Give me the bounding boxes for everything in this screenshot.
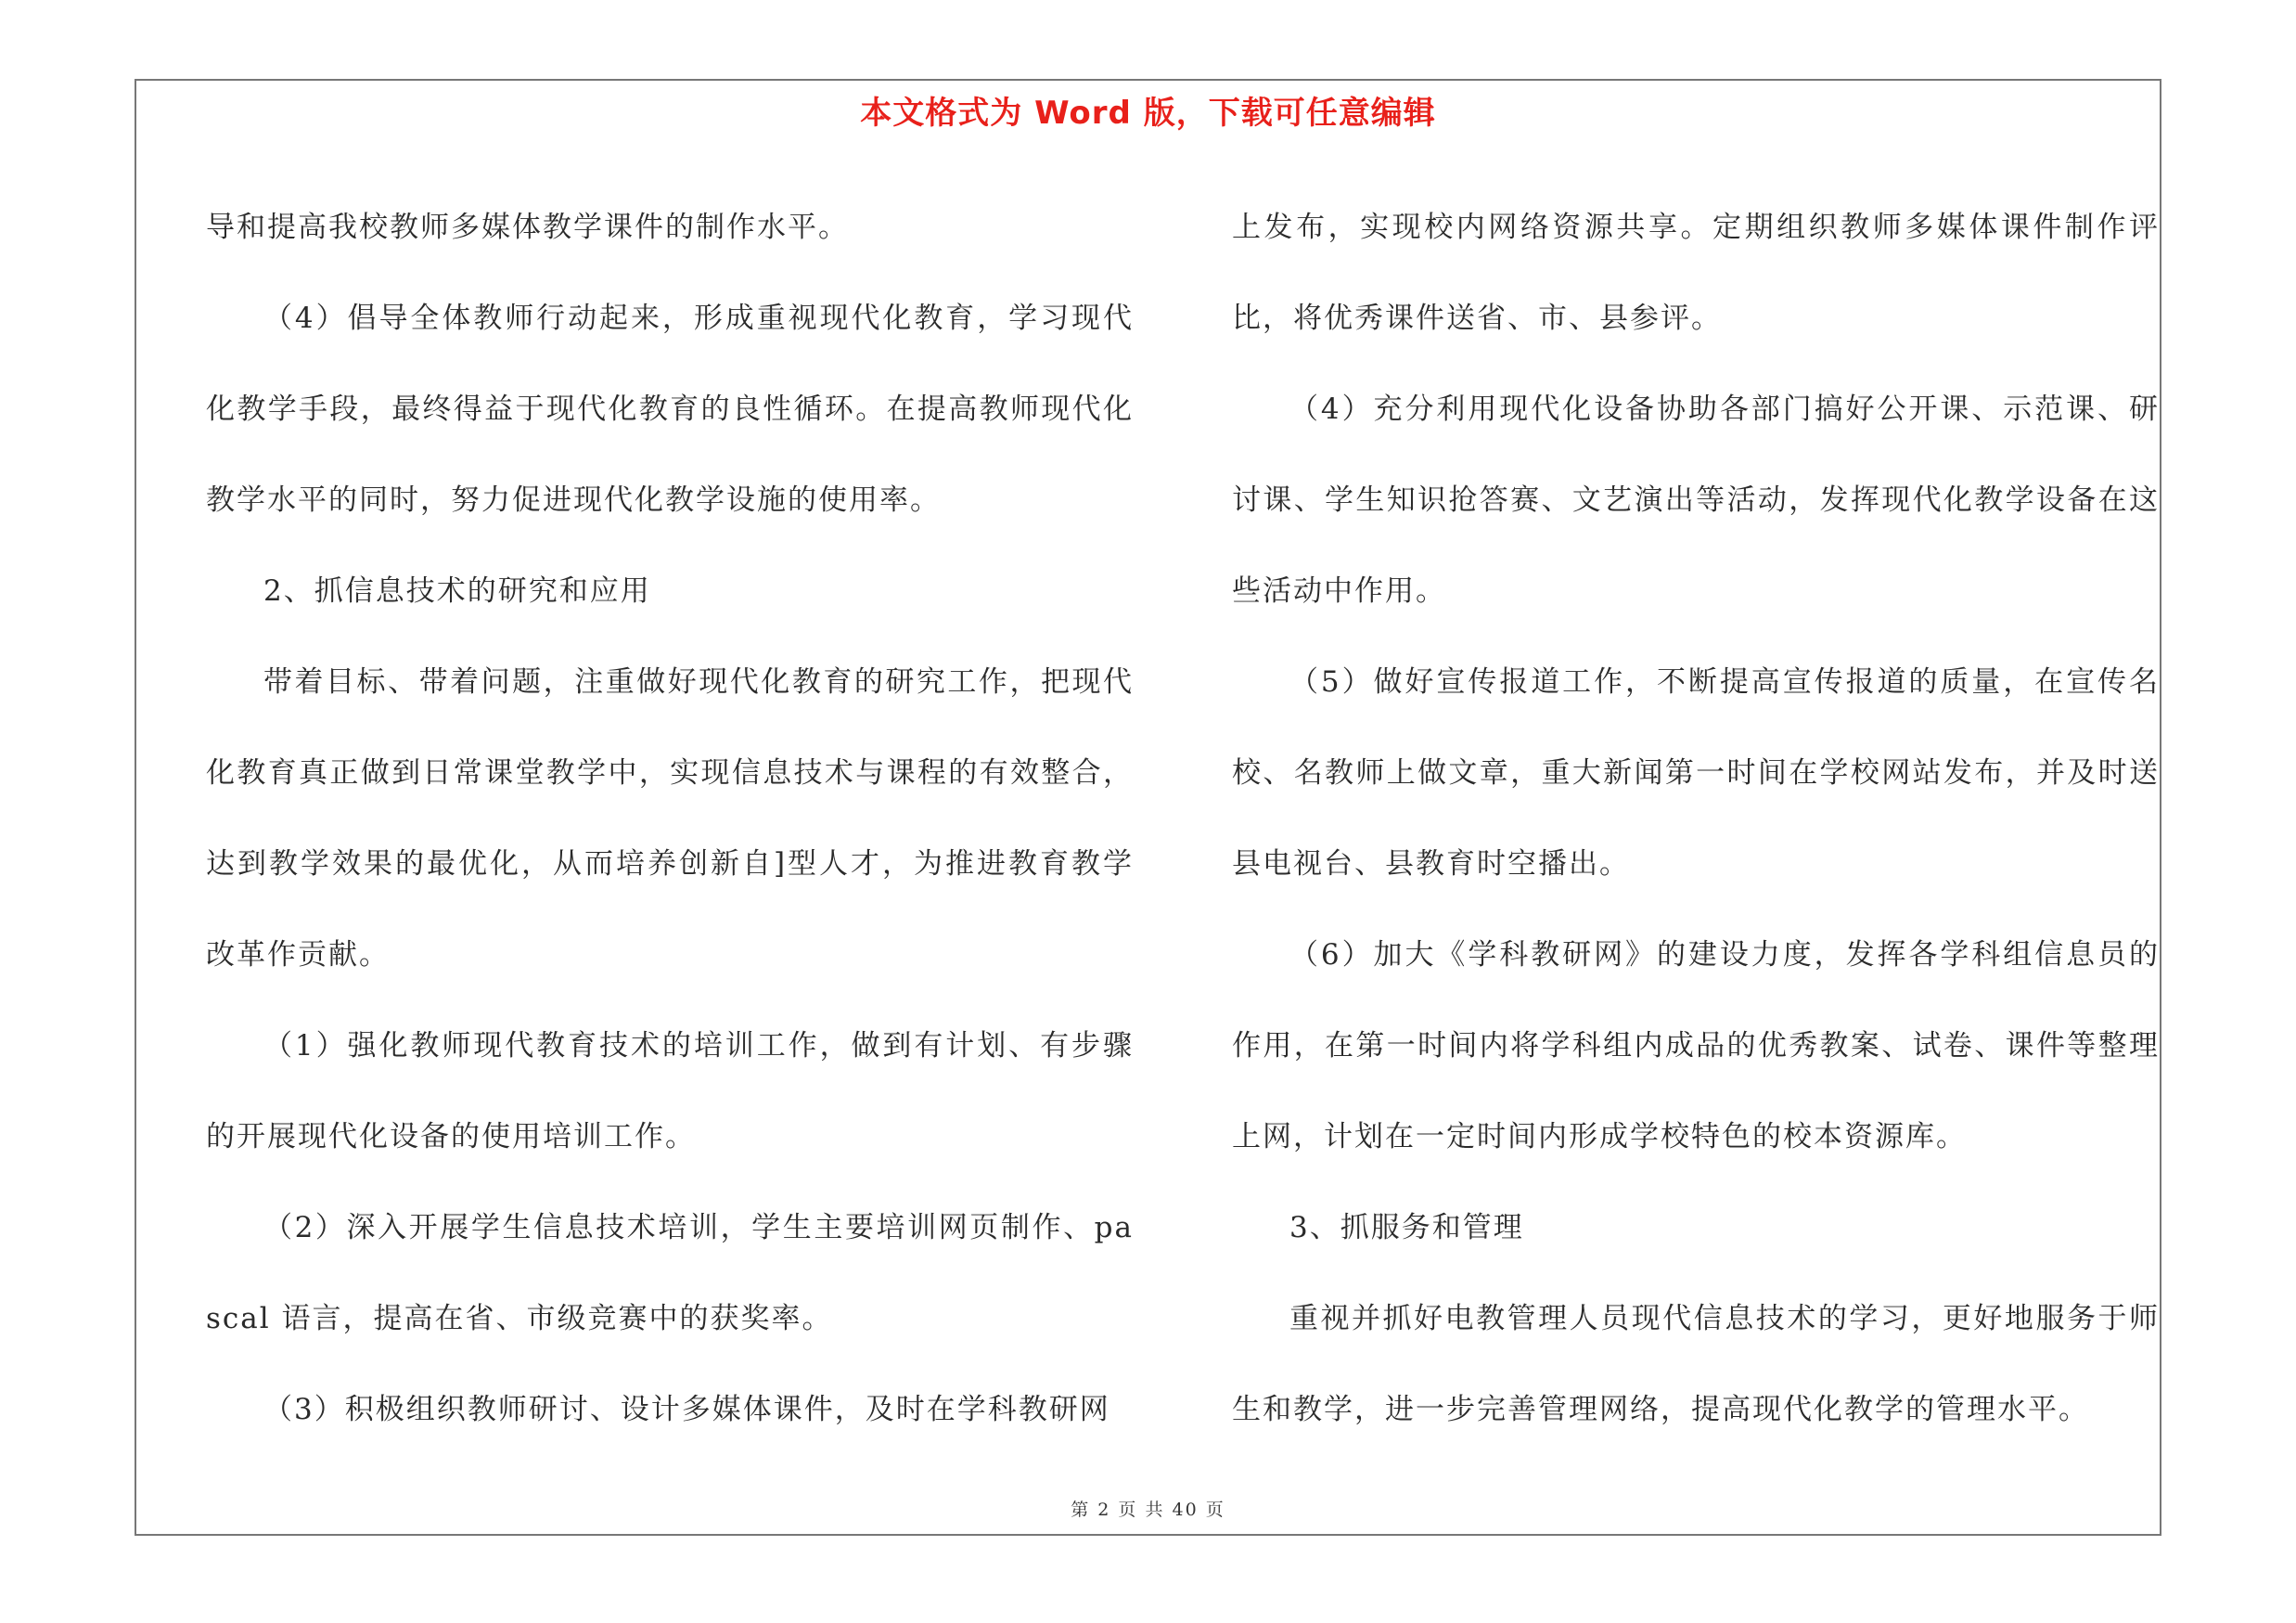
paragraph: （1）强化教师现代教育技术的培训工作，做到有计划、有步骤的开展现代化设备的使用培训工作。 [206,1029,1134,1153]
section-heading: 3、抓服务和管理 [1289,1211,1524,1244]
paragraph: 带着目标、带着问题，注重做好现代化教育的研究工作，把现代化教育真正做到日常课堂教学中，实现信息技术与课程的有效整合，达到教学效果的最优化，从而培养创新自]型人才，为推进教育教学改革作贡献。 [206,665,1134,972]
paragraph: （2）深入开展学生信息技术培训，学生主要培训网页制作、pascal 语言，提高在省、市级竞赛中的获奖率。 [206,1211,1134,1335]
right-column [1232,182,2160,1444]
section-heading: 2、抓信息技术的研究和应用 [263,574,651,608]
left-column [206,182,1134,1444]
paragraph: （5）做好宣传报道工作，不断提高宣传报道的质量，在宣传名校、名教师上做文章，重大新闻第一时间在学校网站发布，并及时送县电视台、县教育时空播出。 [1232,665,2160,881]
paragraph: 上发布，实现校内网络资源共享。定期组织教师多媒体课件制作评比，将优秀课件送省、市、县参评。 [1232,211,2160,335]
paragraph: （4）倡导全体教师行动起来，形成重视现代化教育，学习现代化教学手段，最终得益于现代化教育的良性循环。在提高教师现代化教学水平的同时，努力促进现代化教学设施的使用率。 [206,302,1134,517]
paragraph: 导和提高我校教师多媒体教学课件的制作水平。 [206,211,849,244]
paragraph: （3）积极组织教师研讨、设计多媒体课件，及时在学科教研网 [263,1393,1110,1426]
format-banner: 本文格式为 Word 版，下载可任意编辑 [860,95,1436,132]
paragraph: （6）加大《学科教研网》的建设力度，发挥各学科组信息员的作用，在第一时间内将学科组内成品的优秀教案、试卷、课件等整理上网，计划在一定时间内形成学校特色的校本资源库。 [1232,938,2160,1153]
paragraph: 重视并抓好电教管理人员现代信息技术的学习，更好地服务于师生和教学，进一步完善管理网络，提高现代化教学的管理水平。 [1232,1302,2160,1426]
paragraph: （4）充分利用现代化设备协助各部门搞好公开课、示范课、研讨课、学生知识抢答赛、文艺演出等活动，发挥现代化教学设备在这些活动中作用。 [1232,393,2160,608]
page-number: 第 2 页 共 40 页 [1071,1500,1225,1520]
